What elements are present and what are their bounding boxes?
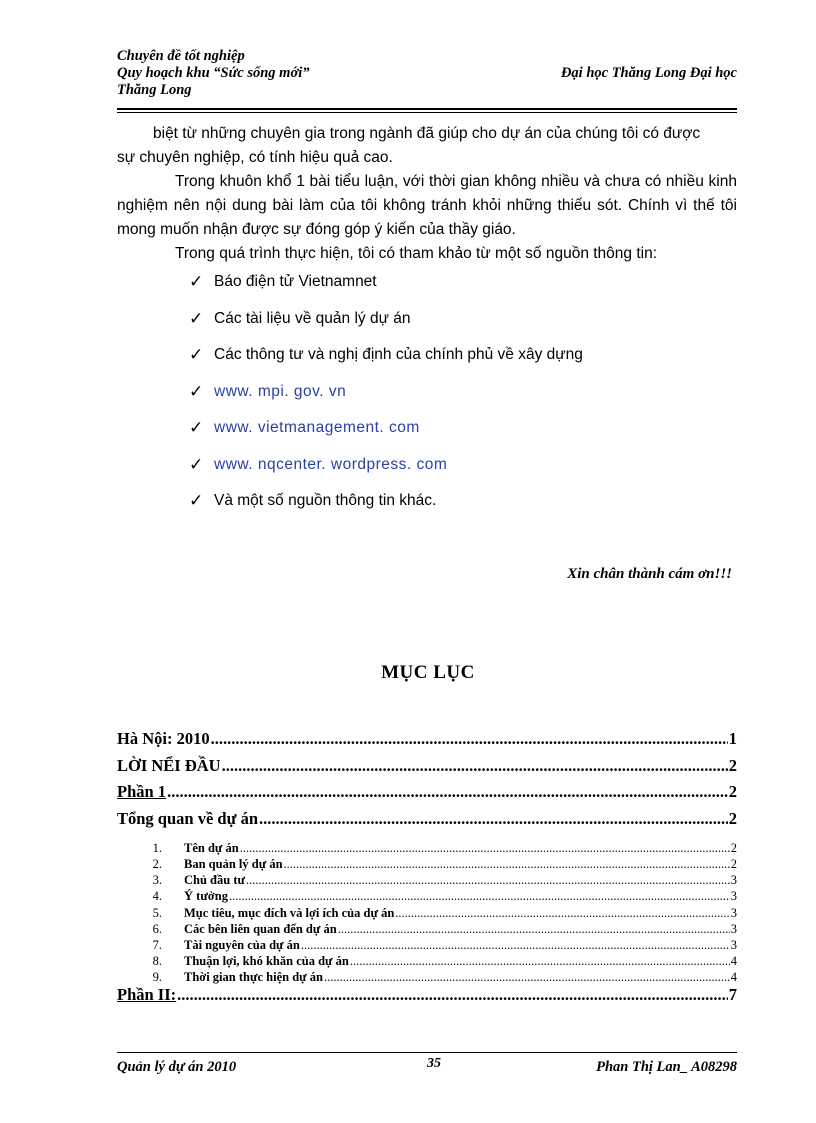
toc-subentry-label: Các bên liên quan đến dự án — [184, 921, 337, 936]
source-text: Các thông tư và nghị định của chính phủ về xây dựng — [214, 346, 583, 363]
toc-entry-label: Phần II: — [117, 985, 177, 1005]
toc-subentry-page: 3 — [730, 905, 737, 920]
toc-subentry-page: 2 — [730, 856, 737, 871]
toc-subentry-page: 4 — [730, 954, 737, 969]
paragraph-1-line-2: sự chuyên nghiệp, có tính hiệu quả cao. — [117, 149, 393, 166]
toc-subentry-number: 2. — [152, 856, 162, 871]
toc-leader — [167, 780, 728, 804]
toc-subentry[interactable] — [117, 888, 737, 904]
header-line-1: Chuyên đề tốt nghiệp — [117, 48, 245, 64]
header-rule — [117, 108, 737, 113]
checkmark-icon: ✓ — [189, 308, 204, 328]
toc-subentry-label: Tên dự án — [184, 840, 239, 855]
toc-leader — [222, 754, 728, 778]
footer-right: Phan Thị Lan_ A08298 — [596, 1059, 737, 1075]
toc-subentry-page: 3 — [730, 889, 737, 904]
toc-subentry-page: 3 — [730, 921, 737, 936]
list-item — [117, 380, 717, 417]
checkmark-icon: ✓ — [189, 272, 204, 291]
page-number: 35 — [427, 1056, 441, 1071]
toc-subentry-page: 3 — [730, 873, 737, 888]
toc-leader — [395, 905, 729, 921]
toc-entry-label: LỜI NỂI ĐẦU — [117, 755, 221, 775]
table-of-contents — [117, 727, 737, 1007]
list-item — [117, 343, 717, 380]
toc-subentry-label: Tài nguyên của dự án — [184, 937, 300, 952]
toc-subentry-label: Thời gian thực hiện dự án — [184, 970, 323, 985]
toc-entry-page: 2 — [728, 755, 737, 775]
checkmark-icon: ✓ — [189, 454, 204, 474]
toc-subentry-number: 4. — [152, 889, 162, 904]
thanks-note: Xin chân thành cám ơn!!! — [567, 566, 732, 582]
page-footer — [117, 1056, 737, 1076]
toc-leader — [284, 856, 730, 872]
toc-subentry-number: 8. — [152, 954, 162, 969]
checkmark-icon: ✓ — [189, 345, 204, 364]
toc-title: MỤC LỤC — [381, 662, 475, 683]
toc-entry[interactable] — [117, 754, 737, 781]
paragraph-2: Trong khuôn khổ 1 bài tiểu luận, với thời gian không nhiều và chưa có nhiều kinh nghiệm nên nội dung bài làm của tôi không tránh khỏi những thiếu sót. Chính vì thế tôi mong muốn nhận được sự đóng góp ý kiến của thầy giáo. — [117, 173, 737, 238]
toc-leader — [338, 921, 730, 937]
toc-subentry-label: Ban quản lý dự án — [184, 856, 283, 871]
toc-subentry-number: 5. — [152, 905, 162, 920]
body-text — [117, 122, 737, 266]
toc-subentry[interactable] — [117, 953, 737, 969]
toc-subentry-number: 6. — [152, 921, 162, 936]
header-right: Đại học Thăng Long Đại học — [560, 65, 737, 81]
toc-entry[interactable] — [117, 780, 737, 807]
toc-entry-page: 7 — [728, 985, 737, 1005]
toc-subentry-page: 3 — [730, 937, 737, 952]
toc-entry[interactable] — [117, 727, 737, 754]
toc-subentry[interactable] — [117, 937, 737, 953]
toc-subentry-number: 1. — [152, 840, 162, 855]
checkmark-icon: ✓ — [189, 491, 204, 510]
toc-subentry[interactable] — [117, 840, 737, 856]
toc-entry-label: Hà Nội: 2010 — [117, 729, 210, 748]
toc-leader — [350, 953, 730, 969]
sources-list — [117, 270, 717, 526]
list-item — [117, 453, 717, 490]
toc-subentry-label: Ý tưởng — [184, 889, 228, 904]
toc-subentry-label: Chủ đầu tư — [184, 873, 245, 888]
toc-leader — [301, 937, 730, 953]
paragraph-1-line-1: biệt từ những chuyên gia trong ngành đã giúp cho dự án của chúng tôi có được — [153, 125, 701, 142]
toc-subentry-page: 2 — [730, 840, 737, 855]
list-item — [117, 270, 717, 307]
toc-subentry[interactable] — [117, 921, 737, 937]
toc-subentry-number: 9. — [152, 970, 162, 985]
source-text: Báo điện tử Vietnamnet — [214, 273, 377, 290]
toc-entry-page: 1 — [728, 729, 737, 748]
source-link[interactable]: www. nqcenter. wordpress. com — [214, 455, 448, 473]
toc-leader — [246, 872, 730, 888]
toc-leader — [259, 807, 728, 831]
source-link[interactable]: www. mpi. gov. vn — [214, 382, 347, 400]
toc-subentry[interactable] — [117, 856, 737, 872]
list-item — [117, 489, 717, 526]
toc-subentry-label: Mục tiêu, mục đích và lợi ích của dự án — [184, 905, 395, 920]
toc-subentry-number: 3. — [152, 873, 162, 888]
toc-entry[interactable] — [117, 807, 737, 834]
toc-entry-page: 2 — [728, 782, 737, 802]
toc-entry-page: 2 — [728, 809, 737, 829]
checkmark-icon: ✓ — [189, 418, 204, 437]
footer-left: Quản lý dự án 2010 — [117, 1059, 237, 1075]
toc-subentry-page: 4 — [730, 970, 737, 985]
toc-entry-label: Tổng quan về dự án — [117, 809, 259, 829]
toc-subentry[interactable] — [117, 905, 737, 921]
paragraph-1 — [117, 122, 737, 170]
toc-leader — [177, 985, 728, 1005]
toc-entry-label: Phần 1 — [117, 782, 167, 802]
header-left — [117, 48, 310, 99]
source-text: Các tài liệu về quản lý dự án — [214, 309, 411, 327]
footer-rule — [117, 1052, 737, 1053]
header-line-3: Thăng Long — [117, 82, 192, 98]
header-line-2: Quy hoạch khu “Sức sống mới” — [117, 65, 310, 81]
list-item — [117, 416, 717, 453]
list-item — [117, 307, 717, 344]
toc-leader — [229, 888, 730, 904]
toc-leader — [211, 727, 728, 751]
toc-leader — [324, 969, 730, 985]
toc-subentry[interactable] — [117, 969, 737, 985]
source-link[interactable]: www. vietmanagement. com — [214, 419, 420, 436]
toc-entry[interactable] — [117, 985, 737, 1007]
toc-subentry[interactable] — [117, 872, 737, 888]
toc-leader — [240, 840, 730, 856]
source-text: Và một số nguồn thông tin khác. — [214, 492, 437, 509]
checkmark-icon: ✓ — [189, 381, 204, 401]
paragraph-3: Trong quá trình thực hiện, tôi có tham khảo từ một số nguồn thông tin: — [175, 245, 658, 262]
toc-subentry-label: Thuận lợi, khó khăn của dự án — [184, 954, 349, 969]
toc-subentry-number: 7. — [152, 937, 162, 952]
